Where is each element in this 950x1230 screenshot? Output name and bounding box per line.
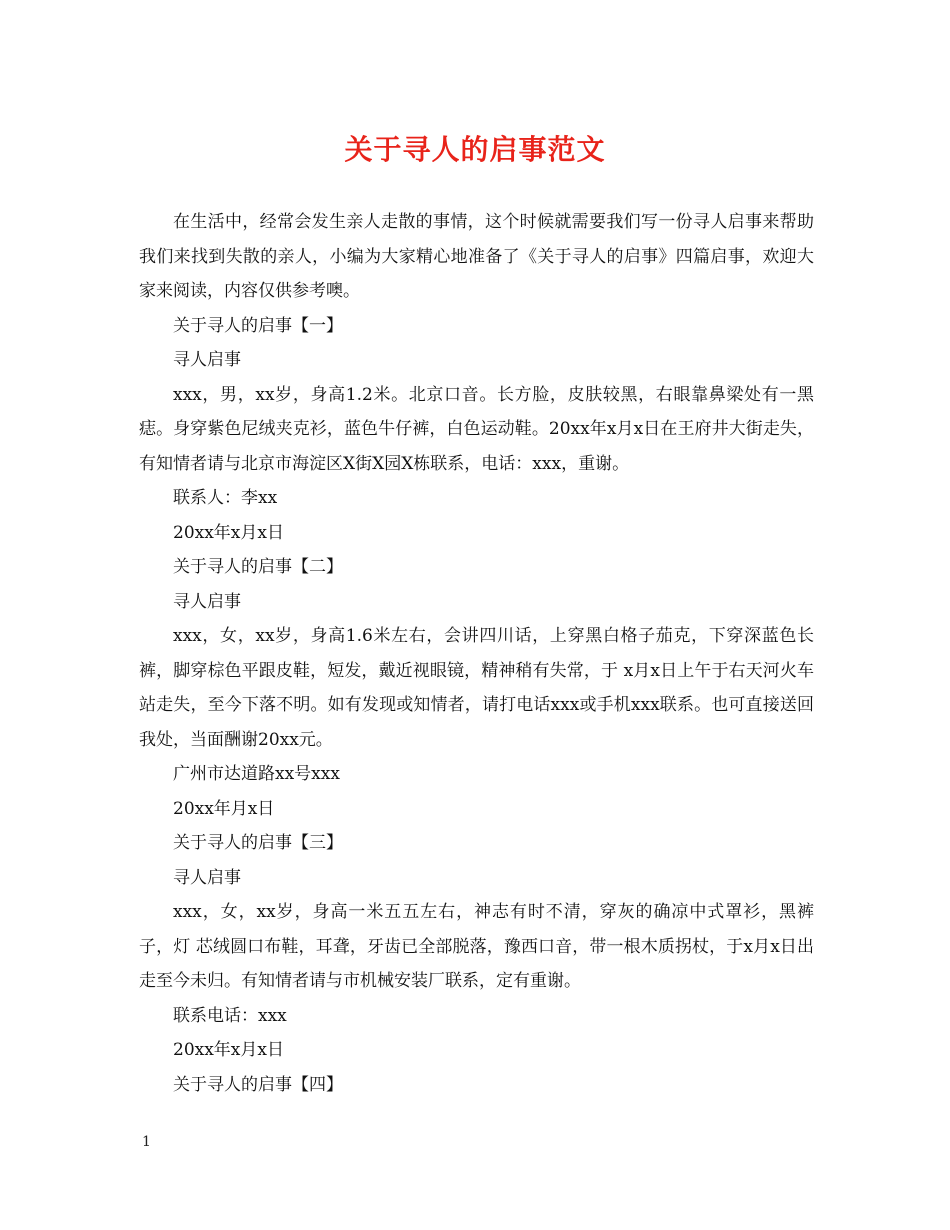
intro-paragraph: 在生活中，经常会发生亲人走散的事情，这个时候就需要我们写一份寻人启事来帮助我们来找到失散的亲人，小编为大家精心地准备了《关于寻人的启事》四篇启事，欢迎大家来阅读，内容仅供参考噢。 [139, 212, 814, 301]
notice-paragraph: xxx，女，xx岁，身高一米五五左右，神志有时不清，穿灰的确凉中式罩衫，黑裤子，灯 芯绒圆口布鞋，耳聋，牙齿已全部脱落，豫西口音，带一根木质拐杖，于x月x日出走至今未归。有知情者请与市机械安装厂联系，定有重谢。 [139, 902, 814, 991]
section-heading: 关于寻人的启事【二】 [173, 557, 343, 577]
contact-line: 联系人：李xx [173, 488, 278, 508]
page-title: 关于寻人的启事范文 [344, 133, 606, 166]
section-heading: 关于寻人的启事【四】 [173, 1074, 343, 1095]
section-heading: 关于寻人的启事【三】 [173, 833, 343, 853]
notice-title: 寻人启事 [173, 867, 241, 888]
contact-line: 联系电话：xxx [173, 1005, 287, 1026]
date-line: 20xx年x月x日 [173, 1040, 284, 1060]
date-line: 20xx年x月x日 [173, 522, 284, 543]
section-heading: 关于寻人的启事【一】 [173, 315, 343, 336]
date-line: 20xx年月x日 [173, 798, 275, 819]
notice-title: 寻人启事 [173, 350, 241, 370]
address-line: 广州市达道路xx号xxx [173, 764, 340, 784]
notice-title: 寻人启事 [173, 591, 241, 612]
notice-paragraph: xxx，女，xx岁，身高1.6米左右，会讲四川话，上穿黑白格子茄克，下穿深蓝色长裤，脚穿棕色平跟皮鞋，短发，戴近视眼镜，精神稍有失常，于 x月x日上午于右天河火车站走失，至今下落不明。如有发现或知情者，请打电话xxx或手机xxx联系。也可直接送回我处，当面酬谢20xx元。 [139, 626, 814, 750]
document-body [139, 205, 814, 1102]
notice-paragraph: xxx，男，xx岁，身高1.2米。北京口音。长方脸，皮肤较黑，右眼靠鼻梁处有一黑痣。身穿紫色尼绒夹克衫，蓝色牛仔裤，白色运动鞋。20xx年x月x日在王府井大街走失，有知情者请与北京市海淀区X街X园X栋联系，电话：xxx，重谢。 [139, 384, 814, 474]
page-number: 1 [142, 1134, 151, 1150]
